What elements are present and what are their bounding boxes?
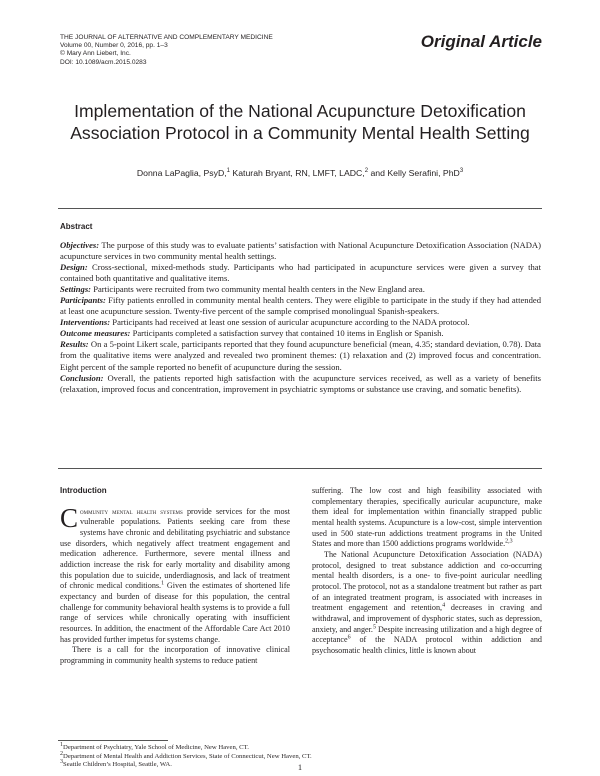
intro-paragraph-2: There is a call for the incorporation of innovative clinical programming in community health systems to reduce patient: [60, 645, 290, 665]
author-2-affil: 2: [364, 168, 369, 175]
abstract-objectives: Objectives: The purpose of this study was to evaluate patients’ satisfaction with National Acupuncture Detoxification Association (NADA) acupuncture services in two community mental health settings.: [60, 240, 541, 262]
abstract-body: [60, 240, 541, 395]
copyright: © Mary Ann Liebert, Inc.: [60, 50, 131, 58]
divider-bottom: [58, 468, 542, 469]
abstract-participants: Participants: Fifty patients enrolled in community mental health centers. They were eligible to participate in the study if they had attended at least one acupuncture session. Twenty-five percent of the sample comprised monolingual Spanish-speakers.: [60, 295, 541, 317]
page-title: [40, 100, 560, 144]
abstract-outcome: Outcome measures: Participants completed a satisfaction survey that contained 10 items in English or Spanish.: [60, 328, 444, 339]
author-2: Katurah Bryant, RN, LMFT, LADC,: [230, 168, 365, 178]
body-column-right: [312, 486, 542, 657]
footnote-1: $^1$Department of Psychiatry, Yale School of Medicine, New Haven, CT.: [60, 741, 249, 751]
footnote-divider: [58, 740, 168, 741]
volume-line: Volume 00, Number 0, 2016, pp. 1–3: [60, 42, 168, 50]
intro-paragraph-3: The National Acupuncture Detoxification Association (NADA) protocol, designed to treat substance addiction and co-occurring mental health disorders, is a one- to five-point auricular needling protocol. The protocol, not as a standalone treatment but rather as part of an integrated treatment program, is associated with increases in treatment engagement and retention,$^4$ decreases in craving and withdrawal, and improvement of dysphoric states, such as depression, anxiety, and anger.$^5$ Despite increasing utilization and a high degree of acceptance$^6$ of the NADA protocol within addiction and psychosomatic health clinics, little is known about: [312, 549, 542, 655]
abstract-results: Results: On a 5-point Likert scale, participants reported that they found acupuncture beneficial (mean, 4.35; standard deviation, 0.78). Data from the qualitative items were analyzed and revealed two prominent themes: (1) relaxation and (2) improved focus and concentration. Eight percent of the sample reported no benefit of acupuncture during the session.: [60, 339, 541, 372]
author-1: Donna LaPaglia, PsyD,: [136, 168, 227, 178]
intro-paragraph-1: Community mental health systems provide services for the most vulnerable populations. Patients seeking care from these systems have chronic and debilitating psychiatric and substance use disorders, which negatively affect treatment engagement and medication adherence. Furthermore, severe mental illness and addiction increase the risk for early mortality and disability among this population due to suicide, underdiagnosis, and lack of treatment of chronic medical conditions.$^1$ Given the estimates of shortened life expectancy and burden of disease for this population, the central challenge for community behavioral health systems is to provide a full range of services while chronically operating with insufficient resources. In addition, the enactment of the Affordable Care Act 2010 has provided further impetus for systems change.: [60, 502, 291, 644]
abstract-design: Design: Cross-sectional, mixed-methods study. Participants who had participated in acupuncture services were given a survey that contained both quantitative and qualitative items.: [60, 262, 541, 284]
divider-top: [58, 208, 542, 209]
title-line-1: Implementation of the National Acupuncture Detoxification: [74, 101, 526, 121]
intro-heading: Introduction: [60, 486, 107, 495]
doi[interactable]: DOI: 10.1089/acm.2015.0283: [60, 58, 147, 66]
article-type: Original Article: [420, 32, 542, 51]
title-line-2: Association Protocol in a Community Mental Health Setting: [70, 123, 530, 143]
author-1-affil: 1: [226, 168, 231, 175]
abstract-settings: Settings: Participants were recruited from two community mental health centers in the New England area.: [60, 284, 425, 295]
author-3: and Kelly Serafini, PhD: [368, 168, 460, 178]
drop-cap: C: [60, 502, 79, 533]
journal-name: THE JOURNAL OF ALTERNATIVE AND COMPLEMENTARY MEDICINE: [60, 34, 273, 41]
abstract-heading: Abstract: [60, 222, 93, 231]
author-list: [40, 168, 560, 178]
body-column-left: [60, 486, 290, 667]
journal-info: [60, 34, 273, 67]
abstract-conclusion: Conclusion: Overall, the patients reported high satisfaction with the acupuncture services received, as well as a variety of benefits (relaxation, improved focus and concentration, improvement in psychiatric symptoms or substance use craving, and somatic benefits).: [60, 372, 541, 394]
author-3-affil: 3: [459, 168, 464, 175]
intro-paragraph-2-cont: suffering. The low cost and high feasibility associated with complementary therapies, specifically auricular acupuncture, make them ideal for implementation within financially strapped public mental health systems. Acupuncture is a low-cost, simple intervention used in 500 state-run addictions treatment programs in the United States and more than 1500 addictions programs worldwide.$^{2,3}$: [312, 486, 542, 549]
abstract-interventions: Interventions: Participants had received at least one session of auricular acupuncture according to the NADA protocol.: [60, 317, 470, 328]
footnote-3: $^3$Seattle Children’s Hospital, Seattle, WA.: [60, 758, 172, 769]
page-number: 1: [297, 762, 303, 772]
footnote-2: $^2$Department of Mental Health and Addiction Services, State of Connecticut, New Haven, CT.: [60, 750, 312, 760]
